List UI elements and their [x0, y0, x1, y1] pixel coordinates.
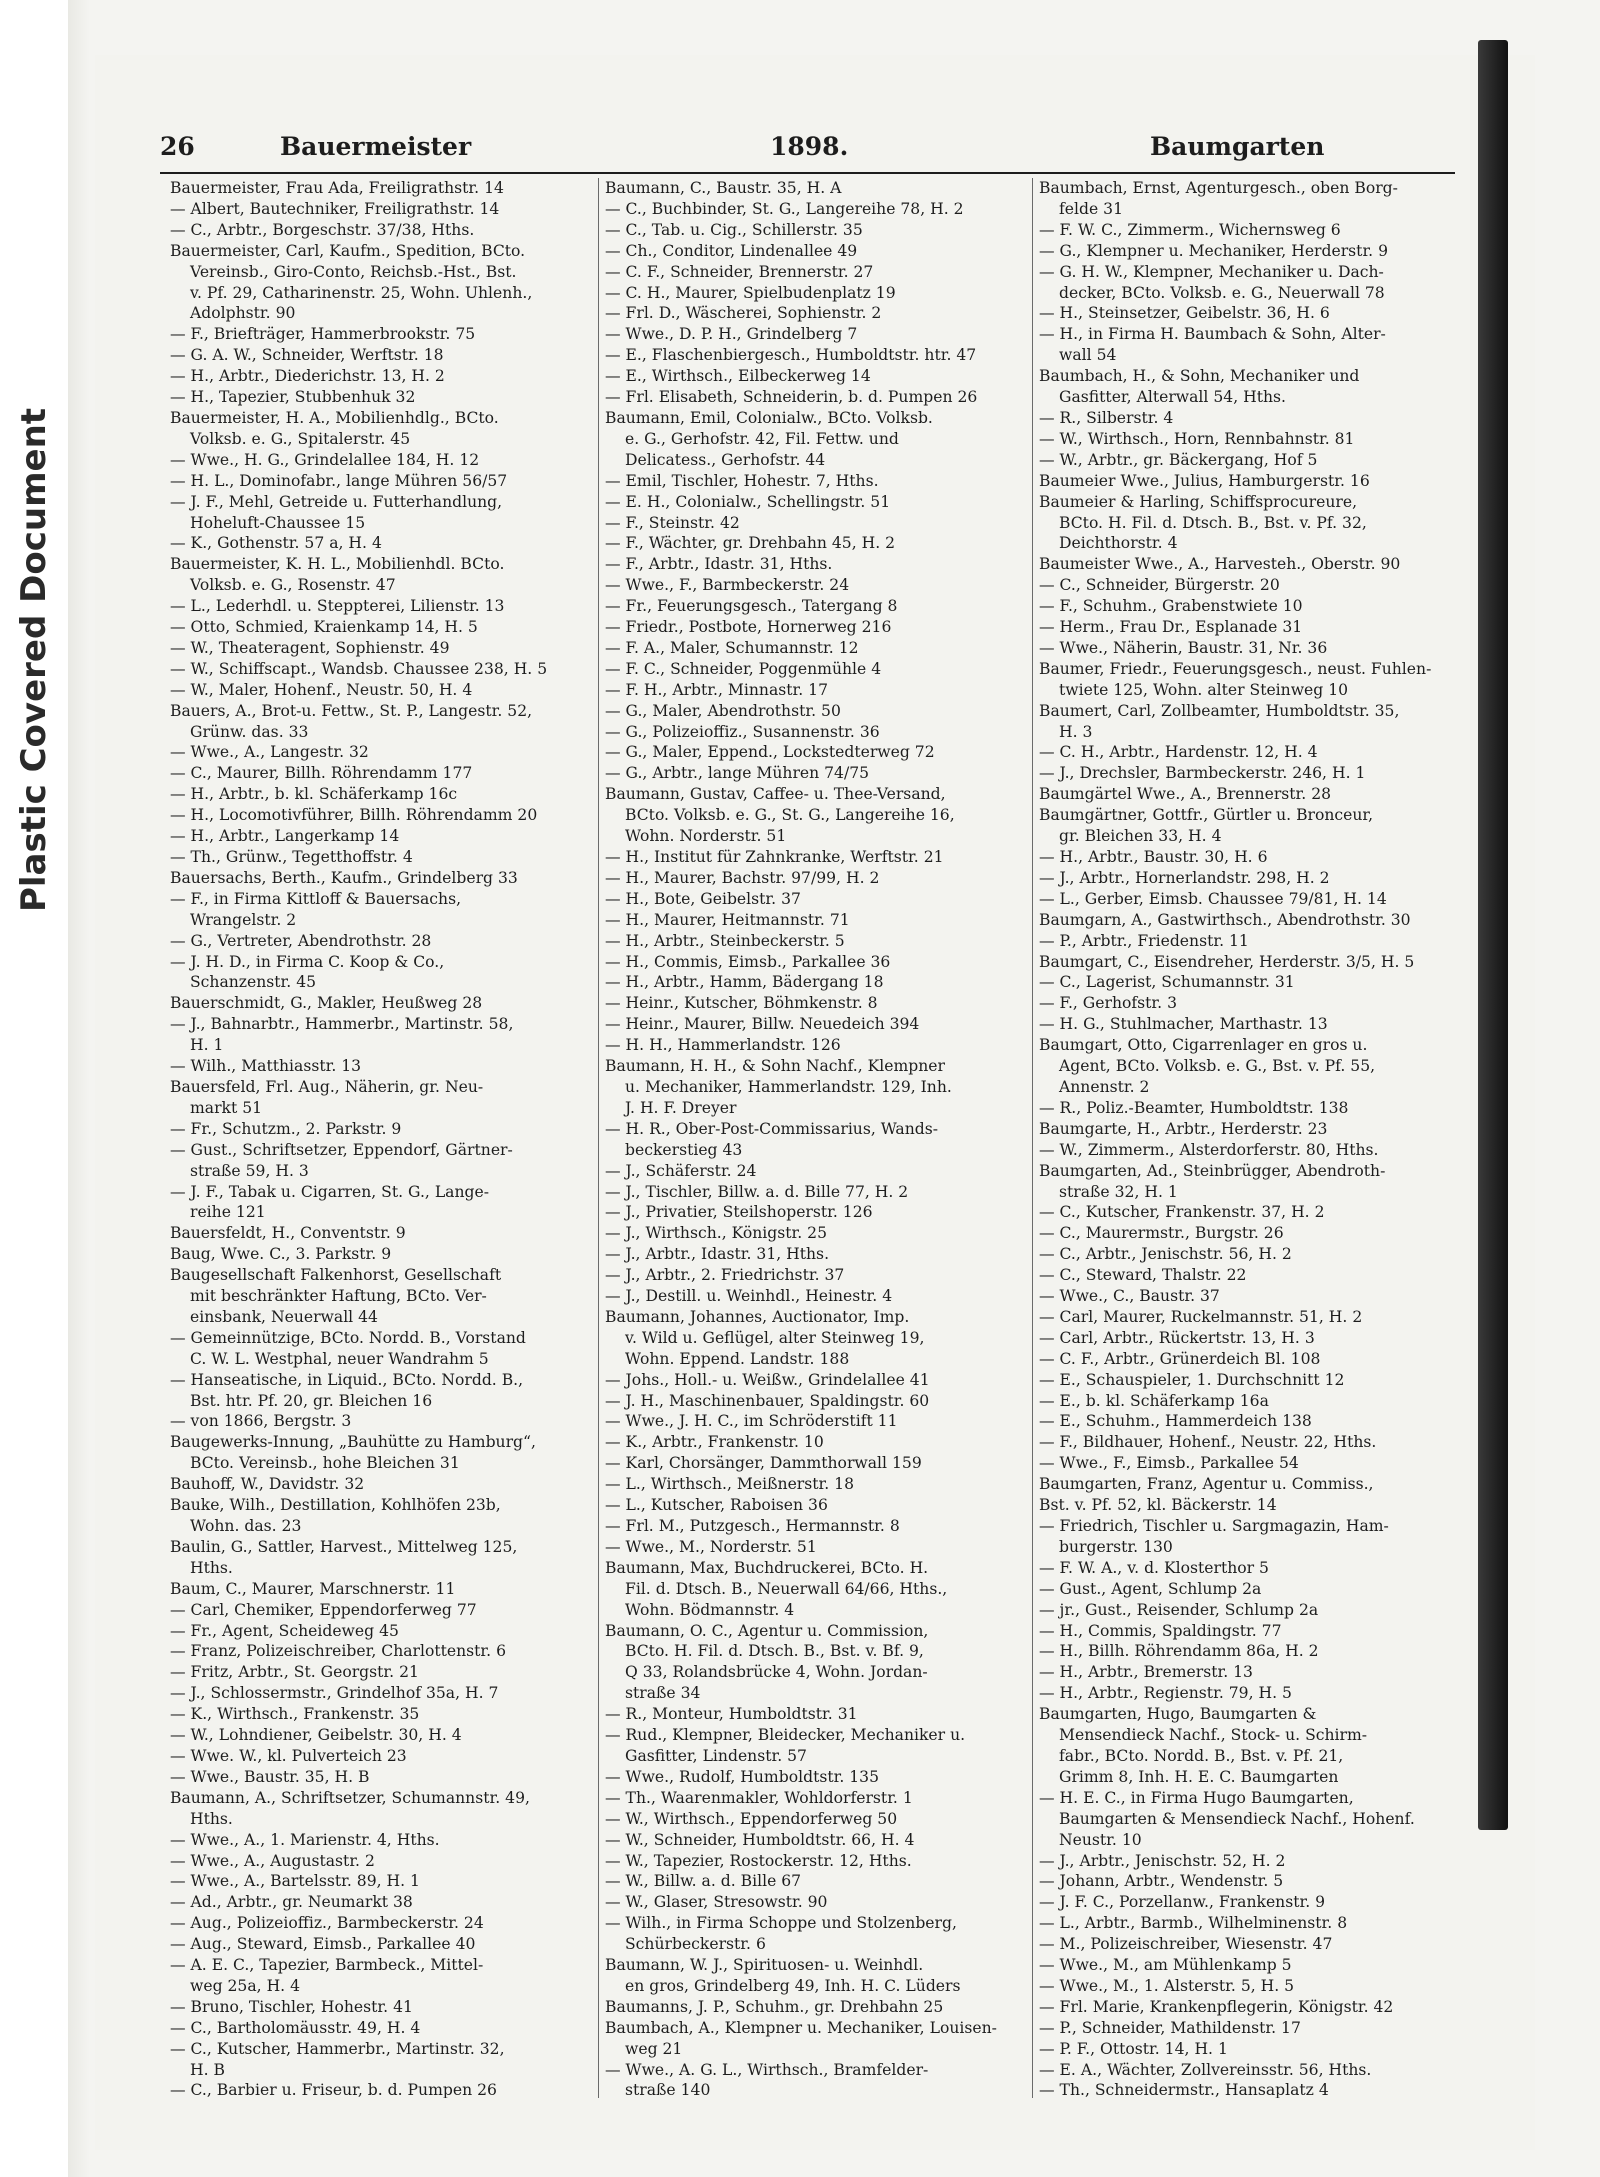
directory-entry-line: — E., Schuhm., Hammerdeich 138: [1039, 1412, 1312, 1431]
year-title: 1898.: [770, 132, 849, 161]
directory-entry-line: — G. H. W., Klempner, Mechaniker u. Dach-: [1039, 262, 1384, 281]
directory-entry-line: — W., Arbtr., gr. Bäckergang, Hof 5: [1039, 450, 1318, 469]
directory-entry-line: — J. F. C., Porzellanw., Frankenstr. 9: [1039, 1893, 1326, 1912]
directory-entry-line: — J., Arbtr., Jenischstr. 52, H. 2: [1039, 1851, 1286, 1870]
directory-entry-line: — Wilh., Matthiasstr. 13: [170, 1057, 362, 1076]
directory-entry-line: felde 31: [1059, 199, 1123, 218]
directory-entry-line: — Wwe., C., Baustr. 37: [1039, 1287, 1220, 1306]
directory-entry-line: — Wwe. W., kl. Pulverteich 23: [170, 1746, 407, 1765]
directory-entry-line: — C., Buchbinder, St. G., Langereihe 78, H. 2: [605, 199, 964, 218]
directory-entry-line: Bauersfeldt, H., Conventstr. 9: [170, 1224, 406, 1243]
directory-entry-line: — F., Gerhofstr. 3: [1039, 994, 1177, 1013]
directory-entry-line: — J. F., Mehl, Getreide u. Futterhandlung,: [170, 492, 503, 511]
directory-entry-line: — Herm., Frau Dr., Esplanade 31: [1039, 618, 1303, 637]
directory-entry-line: — E. A., Wächter, Zollvereinsstr. 56, Hths.: [1039, 2060, 1372, 2079]
directory-entry-line: reihe 121: [190, 1203, 266, 1222]
directory-entry-line: Bauers, A., Brot-u. Fettw., St. P., Langestr. 52,: [170, 701, 533, 720]
directory-entry-line: — H., Maurer, Bachstr. 97/99, H. 2: [605, 868, 880, 887]
directory-entry-line: markt 51: [190, 1098, 263, 1117]
column-2: [598, 178, 1023, 2098]
directory-entry-line: — L., Gerber, Eimsb. Chaussee 79/81, H. 14: [1039, 889, 1387, 908]
directory-entry-line: Wohn. das. 23: [190, 1517, 302, 1535]
directory-entry-line: Baumann, Gustav, Caffee- u. Thee-Versand,: [605, 785, 946, 804]
directory-entry-line: Baumanns, J. P., Schuhm., gr. Drehbahn 25: [605, 1997, 944, 2016]
directory-entry-line: — F. W. A., v. d. Klosterthor 5: [1039, 1558, 1269, 1577]
directory-entry-line: — H., Institut für Zahnkranke, Werftstr. 21: [605, 848, 944, 866]
directory-entry-line: Baum, C., Maurer, Marschnerstr. 11: [170, 1579, 456, 1598]
directory-entry-line: — C., Kutscher, Hammerbr., Martinstr. 32,: [170, 2039, 505, 2058]
directory-entry-line: — C., Arbtr., Jenischstr. 56, H. 2: [1039, 1245, 1292, 1264]
directory-entry-line: — Th., Waarenmakler, Wohldorferstr. 1: [605, 1788, 913, 1807]
directory-entry-line: — Albert, Bautechniker, Freiligrathstr. 14: [170, 199, 500, 218]
directory-entry-line: Bauke, Wilh., Destillation, Kohlhöfen 23b,: [170, 1496, 501, 1515]
directory-entry-line: H. B: [190, 2060, 225, 2079]
directory-entry-line: — J. F., Tabak u. Cigarren, St. G., Lange-: [170, 1182, 489, 1201]
directory-entry-line: Baumbach, Ernst, Agenturgesch., oben Borg-: [1039, 179, 1398, 197]
directory-entry-line: — Wwe., F., Barmbeckerstr. 24: [605, 576, 850, 595]
directory-entry-line: — P. F., Ottostr. 14, H. 1: [1039, 2039, 1228, 2058]
directory-entry-line: — M., Polizeischreiber, Wiesenstr. 47: [1039, 1935, 1333, 1954]
directory-entry-line: — H., Arbtr., Steinbeckerstr. 5: [605, 931, 845, 950]
directory-entry-line: — H., Arbtr., Bremerstr. 13: [1039, 1663, 1253, 1682]
column-3: [1032, 178, 1462, 2098]
directory-entry-line: Q 33, Rolandsbrücke 4, Wohn. Jordan-: [625, 1663, 928, 1682]
directory-entry-line: — J., Drechsler, Barmbeckerstr. 246, H. 1: [1039, 764, 1366, 783]
directory-entry-line: Grünw. das. 33: [190, 722, 309, 741]
directory-entry-line: straße 140: [625, 2081, 711, 2098]
page-number: 26: [160, 132, 195, 161]
directory-entry-line: — C., Schneider, Bürgerstr. 20: [1039, 576, 1280, 595]
directory-entry-line: Gasfitter, Alterwall 54, Hths.: [1059, 388, 1286, 407]
directory-entry-line: — F. W. C., Zimmerm., Wichernsweg 6: [1039, 220, 1341, 239]
directory-entry-line: — W., Schneider, Humboldtstr. 66, H. 4: [605, 1830, 915, 1849]
directory-entry-line: — H. E. C., in Firma Hugo Baumgarten,: [1039, 1788, 1354, 1807]
directory-entry-line: — Fr., Schutzm., 2. Parkstr. 9: [170, 1119, 402, 1138]
directory-entry-line: — F., Briefträger, Hammerbrookstr. 75: [170, 325, 476, 344]
directory-entry-line: — H., Arbtr., Regienstr. 79, H. 5: [1039, 1684, 1292, 1703]
directory-entry-line: — E., Schauspieler, 1. Durchschnitt 12: [1039, 1370, 1345, 1389]
directory-entry-line: — J. H., Maschinenbauer, Spaldingstr. 60: [605, 1391, 930, 1410]
left-running-title: Bauermeister: [280, 132, 472, 161]
directory-entry-line: BCto. H. Fil. d. Dtsch. B., Bst. v. Bf. 9,: [625, 1642, 924, 1661]
directory-entry-line: Bauermeister, K. H. L., Mobilienhdl. BCto.: [170, 555, 505, 574]
directory-entry-line: weg 25a, H. 4: [190, 1976, 301, 1995]
directory-entry-line: — Wwe., A., Langestr. 32: [170, 743, 369, 762]
directory-entry-line: Baumeier & Harling, Schiffsprocureure,: [1039, 492, 1358, 511]
directory-entry-line: — Franz, Polizeischreiber, Charlottenstr. 6: [170, 1642, 507, 1661]
directory-entry-line: — C., Maurermstr., Burgstr. 26: [1039, 1224, 1284, 1243]
directory-entry-line: Deichthorstr. 4: [1059, 534, 1178, 553]
directory-entry-line: BCto. Volksb. e. G., St. G., Langereihe 16,: [625, 806, 955, 825]
directory-entry-line: — Frl. M., Putzgesch., Hermannstr. 8: [605, 1517, 900, 1535]
page-header: [110, 132, 1455, 172]
directory-entry-line: — H., Commis, Eimsb., Parkallee 36: [605, 952, 891, 971]
directory-entry-line: Mensendieck Nachf., Stock- u. Schirm-: [1059, 1726, 1368, 1745]
directory-entry-line: Baug, Wwe. C., 3. Parkstr. 9: [170, 1245, 392, 1264]
directory-entry-line: — G., Polizeioffiz., Susannenstr. 36: [605, 722, 880, 741]
directory-entry-line: en gros, Grindelberg 49, Inh. H. C. Lüders: [625, 1976, 961, 1995]
directory-entry-line: — Frl. Elisabeth, Schneiderin, b. d. Pumpen 26: [605, 388, 978, 407]
directory-entry-line: e. G., Gerhofstr. 42, Fil. Fettw. und: [625, 429, 899, 448]
directory-entry-line: Wohn. Norderstr. 51: [625, 827, 787, 846]
directory-entry-line: — Fr., Agent, Scheideweg 45: [170, 1621, 399, 1640]
directory-entry-line: — L., Kutscher, Raboisen 36: [605, 1496, 828, 1515]
directory-entry-line: Baumgärtner, Gottfr., Gürtler u. Bronceur,: [1039, 806, 1374, 825]
directory-entry-line: — Wwe., A., Bartelsstr. 89, H. 1: [170, 1872, 420, 1891]
directory-entry-line: — Wwe., A., Augustastr. 2: [170, 1851, 375, 1870]
directory-entry-line: — W., Glaser, Stresowstr. 90: [605, 1893, 828, 1912]
directory-entry-line: — Wwe., A. G. L., Wirthsch., Bramfelder-: [605, 2060, 929, 2079]
directory-entry-line: — Wwe., M., Norderstr. 51: [605, 1537, 817, 1556]
directory-entry-line: — G., Arbtr., lange Mühren 74/75: [605, 764, 870, 783]
directory-entry-line: burgerstr. 130: [1059, 1537, 1173, 1556]
directory-entry-line: weg 21: [625, 2039, 683, 2058]
directory-entry-line: Neustr. 10: [1059, 1830, 1142, 1849]
directory-entry-line: — C. F., Schneider, Brennerstr. 27: [605, 262, 874, 281]
column-1: [170, 178, 588, 2098]
directory-entry-line: — W., Wirthsch., Eppendorferweg 50: [605, 1809, 898, 1828]
directory-entry-line: H. 3: [1059, 722, 1093, 741]
directory-entry-line: Baumann, Max, Buchdruckerei, BCto. H.: [605, 1558, 929, 1577]
directory-entry-line: — J., Schlossermstr., Grindelhof 35a, H. 7: [170, 1684, 499, 1703]
directory-entry-line: Schanzenstr. 45: [190, 973, 317, 992]
directory-entry-line: Baulin, G., Sattler, Harvest., Mittelweg 125,: [170, 1537, 518, 1556]
directory-entry-line: — H., Billh. Röhrendamm 86a, H. 2: [1039, 1642, 1319, 1661]
directory-entry-line: — C., Tab. u. Cig., Schillerstr. 35: [605, 220, 863, 239]
directory-entry-line: Bst. htr. Pf. 20, gr. Bleichen 16: [190, 1391, 433, 1410]
directory-entry-line: — Frl. Marie, Krankenpflegerin, Königstr. 42: [1039, 1997, 1394, 2016]
directory-entry-line: — H., Locomotivführer, Billh. Röhrendamm 20: [170, 806, 538, 825]
directory-entry-line: — W., Billw. a. d. Bille 67: [605, 1872, 802, 1891]
directory-entry-line: — A. E. C., Tapezier, Barmbeck., Mittel-: [170, 1956, 484, 1975]
directory-entry-line: — C., Arbtr., Borgeschstr. 37/38, Hths.: [170, 220, 475, 239]
directory-entry-line: Schürbeckerstr. 6: [625, 1935, 766, 1954]
directory-entry-line: Baugesellschaft Falkenhorst, Gesellschaft: [170, 1266, 502, 1285]
directory-entry-line: — J., Schäferstr. 24: [605, 1161, 757, 1180]
directory-entry-line: — G., Maler, Eppend., Lockstedterweg 72: [605, 743, 935, 762]
directory-entry-line: — Heinr., Kutscher, Böhmkenstr. 8: [605, 994, 878, 1013]
directory-entry-line: — Carl, Arbtr., Rückertstr. 13, H. 3: [1039, 1328, 1315, 1347]
directory-entry-line: Baumeister Wwe., A., Harvesteh., Oberstr. 90: [1039, 555, 1401, 574]
directory-entry-line: BCto. H. Fil. d. Dtsch. B., Bst. v. Pf. 32,: [1059, 513, 1367, 532]
directory-entry-line: Gasfitter, Lindenstr. 57: [625, 1746, 807, 1765]
directory-entry-line: — Aug., Steward, Eimsb., Parkallee 40: [170, 1935, 476, 1954]
directory-entry-line: Baumgarten, Ad., Steinbrügger, Abendroth-: [1039, 1161, 1386, 1180]
directory-entry-line: Bauersachs, Berth., Kaufm., Grindelberg 33: [170, 868, 518, 887]
directory-entry-line: — W., Lohndiener, Geibelstr. 30, H. 4: [170, 1726, 462, 1745]
header-rule: [160, 172, 1455, 174]
directory-entry-line: — H., Arbtr., Baustr. 30, H. 6: [1039, 848, 1268, 866]
directory-entry-line: Baumgarten & Mensendieck Nachf., Hohenf.: [1059, 1809, 1415, 1828]
directory-entry-line: v. Wild u. Geflügel, alter Steinweg 19,: [625, 1328, 925, 1347]
directory-entry-line: Baumer, Friedr., Feuerungsgesch., neust. Fuhlen-: [1039, 659, 1432, 678]
directory-entry-line: — C., Maurer, Billh. Röhrendamm 177: [170, 764, 473, 783]
directory-entry-line: — P., Schneider, Mathildenstr. 17: [1039, 2018, 1301, 2037]
directory-entry-line: — Frl. D., Wäscherei, Sophienstr. 2: [605, 304, 882, 323]
margin-strip: [0, 0, 68, 2177]
directory-entry-line: Vereinsb., Giro-Conto, Reichsb.-Hst., Bst.: [190, 262, 517, 281]
directory-entry-line: straße 32, H. 1: [1059, 1182, 1178, 1201]
directory-entry-line: straße 34: [625, 1684, 701, 1703]
directory-entry-line: Bauersfeld, Frl. Aug., Näherin, gr. Neu-: [170, 1077, 484, 1096]
directory-entry-line: Baumbach, A., Klempner u. Mechaniker, Louisen-: [605, 2018, 997, 2037]
directory-entry-line: — J., Destill. u. Weinhdl., Heinestr. 4: [605, 1287, 893, 1306]
directory-entry-line: Baumeier Wwe., Julius, Hamburgerstr. 16: [1039, 471, 1370, 490]
side-label: Plastic Covered Document: [14, 407, 54, 913]
directory-entry-line: — H. L., Dominofabr., lange Mühren 56/57: [170, 471, 508, 490]
directory-entry-line: — F., Arbtr., Idastr. 31, Hths.: [605, 555, 833, 574]
directory-entry-line: — E., b. kl. Schäferkamp 16a: [1039, 1391, 1269, 1410]
directory-entry-line: wall 54: [1059, 346, 1117, 365]
directory-entry-line: beckerstieg 43: [625, 1140, 743, 1159]
directory-entry-line: — Wwe., F., Eimsb., Parkallee 54: [1039, 1454, 1299, 1473]
directory-entry-line: Baumbach, H., & Sohn, Mechaniker und: [1039, 367, 1360, 386]
directory-entry-line: — H., Arbtr., Diederichstr. 13, H. 2: [170, 367, 445, 386]
directory-entry-line: — H., Steinsetzer, Geibelstr. 36, H. 6: [1039, 304, 1330, 323]
directory-entry-line: — J., Arbtr., Hornerlandstr. 298, H. 2: [1039, 868, 1330, 887]
directory-entry-line: — Th., Grünw., Tegetthoffstr. 4: [170, 848, 413, 866]
directory-entry-line: — jr., Gust., Reisender, Schlump 2a: [1039, 1600, 1319, 1619]
directory-entry-line: — K., Arbtr., Frankenstr. 10: [605, 1433, 824, 1452]
directory-entry-line: — F., Bildhauer, Hohenf., Neustr. 22, Hths.: [1039, 1433, 1377, 1452]
directory-entry-line: — F. A., Maler, Schumannstr. 12: [605, 638, 859, 657]
directory-entry-line: Grimm 8, Inh. H. E. C. Baumgarten: [1059, 1767, 1339, 1786]
directory-entry-line: mit beschränkter Haftung, BCto. Ver-: [190, 1287, 487, 1306]
directory-entry-line: — H., Arbtr., Langerkamp 14: [170, 827, 400, 846]
directory-entry-line: — H. R., Ober-Post-Commissarius, Wands-: [605, 1119, 939, 1138]
directory-entry-line: — C., Steward, Thalstr. 22: [1039, 1266, 1247, 1285]
directory-entry-line: — Bruno, Tischler, Hohestr. 41: [170, 1997, 413, 2016]
directory-entry-line: — J., Tischler, Billw. a. d. Bille 77, H. 2: [605, 1182, 909, 1201]
directory-entry-line: — Gust., Schriftsetzer, Eppendorf, Gärtner-: [170, 1140, 513, 1159]
directory-entry-line: — C. H., Maurer, Spielbudenplatz 19: [605, 283, 896, 302]
directory-entry-line: — G., Maler, Abendrothstr. 50: [605, 701, 841, 720]
directory-entry-line: Bauermeister, H. A., Mobilienhdlg., BCto.: [170, 408, 499, 427]
directory-entry-line: — C., Bartholomäusstr. 49, H. 4: [170, 2018, 421, 2037]
directory-entry-line: Baumgarten, Franz, Agentur u. Commiss.,: [1039, 1475, 1374, 1494]
directory-entry-line: Bst. v. Pf. 52, kl. Bäckerstr. 14: [1039, 1496, 1277, 1515]
directory-entry-line: Hths.: [190, 1558, 233, 1577]
directory-entry-line: — Emil, Tischler, Hohestr. 7, Hths.: [605, 471, 879, 490]
directory-entry-line: — Wwe., Baustr. 35, H. B: [170, 1767, 370, 1786]
directory-entry-line: — Wwe., A., 1. Marienstr. 4, Hths.: [170, 1830, 440, 1849]
directory-entry-line: Fil. d. Dtsch. B., Neuerwall 64/66, Hths.,: [625, 1579, 948, 1598]
right-running-title: Baumgarten: [1150, 132, 1325, 161]
directory-entry-line: Baumann, A., Schriftsetzer, Schumannstr. 49,: [170, 1788, 530, 1807]
binding-shadow: [68, 0, 90, 2177]
directory-entry-line: — Wilh., in Firma Schoppe und Stolzenberg,: [605, 1914, 957, 1933]
directory-entry-line: Baumann, W. J., Spirituosen- u. Weinhdl.: [605, 1956, 924, 1975]
directory-entry-line: — E., Wirthsch., Eilbeckerweg 14: [605, 367, 871, 386]
directory-entry-line: — H., Commis, Spaldingstr. 77: [1039, 1621, 1282, 1640]
directory-entry-line: — C. H., Arbtr., Hardenstr. 12, H. 4: [1039, 743, 1318, 762]
directory-entry-line: — J., Arbtr., Idastr. 31, Hths.: [605, 1245, 830, 1264]
directory-entry-line: Baumann, C., Baustr. 35, H. A: [605, 179, 842, 197]
directory-entry-line: — F., Steinstr. 42: [605, 513, 740, 532]
directory-entry-line: — C., Barbier u. Friseur, b. d. Pumpen 26: [170, 2081, 497, 2098]
directory-entry-line: Bauerschmidt, G., Makler, Heußweg 28: [170, 994, 483, 1013]
directory-entry-line: — Johs., Holl.- u. Weißw., Grindelallee 41: [605, 1370, 930, 1389]
directory-entry-line: Baugewerks-Innung, „Bauhütte zu Hamburg“,: [170, 1433, 536, 1452]
directory-entry-line: — G. A. W., Schneider, Werftstr. 18: [170, 346, 444, 365]
directory-entry-line: Baumgart, C., Eisendreher, Herderstr. 3/5, H. 5: [1039, 952, 1415, 971]
directory-entry-line: Wrangelstr. 2: [190, 910, 297, 929]
directory-entry-line: BCto. Vereinsb., hohe Bleichen 31: [190, 1454, 460, 1473]
directory-entry-line: — W., Theateragent, Sophienstr. 49: [170, 638, 450, 657]
directory-entry-line: — G., Klempner u. Mechaniker, Herderstr. 9: [1039, 241, 1389, 260]
directory-entry-line: — C., Lagerist, Schumannstr. 31: [1039, 973, 1295, 992]
directory-entry-line: — Carl, Maurer, Ruckelmannstr. 51, H. 2: [1039, 1307, 1363, 1326]
directory-entry-line: Baumgarte, H., Arbtr., Herderstr. 23: [1039, 1119, 1328, 1138]
directory-entry-line: Baumann, Johannes, Auctionator, Imp.: [605, 1307, 910, 1326]
directory-entry-line: — Johann, Arbtr., Wendenstr. 5: [1039, 1872, 1284, 1891]
directory-entry-line: — Hanseatische, in Liquid., BCto. Nordd. B.,: [170, 1370, 524, 1389]
directory-entry-line: J. H. F. Dreyer: [625, 1098, 737, 1117]
directory-entry-line: u. Mechaniker, Hammerlandstr. 129, Inh.: [625, 1077, 952, 1096]
directory-entry-line: Wohn. Bödmannstr. 4: [625, 1600, 795, 1619]
directory-entry-line: — F. C., Schneider, Poggenmühle 4: [605, 659, 882, 678]
directory-entry-line: — E. H., Colonialw., Schellingstr. 51: [605, 492, 891, 511]
directory-entry-line: — L., Lederhdl. u. Steppterei, Lilienstr. 13: [170, 597, 505, 616]
directory-entry-line: — J., Arbtr., 2. Friedrichstr. 37: [605, 1266, 845, 1285]
directory-entry-line: — C. F., Arbtr., Grünerdeich Bl. 108: [1039, 1349, 1321, 1368]
directory-entry-line: straße 59, H. 3: [190, 1161, 309, 1180]
directory-entry-line: Hoheluft-Chaussee 15: [190, 513, 366, 532]
directory-entry-line: — H., Bote, Geibelstr. 37: [605, 889, 801, 908]
directory-entry-line: — Rud., Klempner, Bleidecker, Mechaniker u.: [605, 1726, 966, 1745]
directory-entry-line: — J. H. D., in Firma C. Koop & Co.,: [170, 952, 445, 971]
directory-entry-line: Annenstr. 2: [1059, 1077, 1150, 1096]
directory-entry-line: Baumgarn, A., Gastwirthsch., Abendrothstr. 30: [1039, 910, 1411, 929]
directory-entry-line: Volksb. e. G., Spitalerstr. 45: [190, 429, 411, 448]
directory-entry-line: — W., Wirthsch., Horn, Rennbahnstr. 81: [1039, 429, 1355, 448]
directory-entry-line: Baumgarten, Hugo, Baumgarten &: [1039, 1705, 1317, 1724]
directory-entry-line: — Fr., Feuerungsgesch., Tatergang 8: [605, 597, 898, 616]
directory-entry-line: — C., Kutscher, Frankenstr. 37, H. 2: [1039, 1203, 1325, 1222]
directory-entry-line: Bauermeister, Frau Ada, Freiligrathstr. 14: [170, 179, 504, 197]
directory-entry-line: Baumann, H. H., & Sohn Nachf., Klempner: [605, 1057, 945, 1076]
directory-entry-line: Bauhoff, W., Davidstr. 32: [170, 1475, 365, 1494]
directory-entry-line: — Wwe., D. P. H., Grindelberg 7: [605, 325, 858, 344]
directory-entry-line: — R., Monteur, Humboldtstr. 31: [605, 1705, 858, 1724]
directory-entry-line: Delicatess., Gerhofstr. 44: [625, 450, 826, 469]
directory-entry-line: Wohn. Eppend. Landstr. 188: [625, 1349, 850, 1368]
directory-entry-line: — Gemeinnützige, BCto. Nordd. B., Vorstand: [170, 1328, 526, 1347]
directory-entry-line: — Ch., Conditor, Lindenallee 49: [605, 241, 858, 260]
directory-entry-line: — R., Poliz.-Beamter, Humboldtstr. 138: [1039, 1098, 1349, 1117]
page-edge: [1478, 40, 1508, 1830]
directory-entry-line: einsbank, Neuerwall 44: [190, 1307, 378, 1326]
directory-entry-line: — Wwe., H. G., Grindelallee 184, H. 12: [170, 450, 480, 469]
directory-entry-line: — Otto, Schmied, Kraienkamp 14, H. 5: [170, 618, 478, 637]
directory-entry-line: — Karl, Chorsänger, Dammthorwall 159: [605, 1454, 922, 1473]
directory-entry-line: — H., Arbtr., Hamm, Bädergang 18: [605, 973, 884, 992]
directory-entry-line: C. W. L. Westphal, neuer Wandrahm 5: [190, 1349, 489, 1368]
directory-entry-line: — Wwe., M., 1. Alsterstr. 5, H. 5: [1039, 1976, 1295, 1995]
directory-entry-line: Baumgart, Otto, Cigarrenlager en gros u.: [1039, 1036, 1368, 1055]
directory-entry-line: — Aug., Polizeioffiz., Barmbeckerstr. 24: [170, 1914, 484, 1933]
directory-entry-line: — H. H., Hammerlandstr. 126: [605, 1036, 841, 1055]
directory-entry-line: — J., Bahnarbtr., Hammerbr., Martinstr. 58,: [170, 1015, 514, 1034]
directory-entry-line: gr. Bleichen 33, H. 4: [1059, 827, 1222, 846]
directory-entry-line: — J., Wirthsch., Königstr. 25: [605, 1224, 828, 1243]
directory-entry-line: — L., Wirthsch., Meißnerstr. 18: [605, 1475, 855, 1494]
directory-entry-line: — H., in Firma H. Baumbach & Sohn, Alter-: [1039, 325, 1386, 344]
directory-entry-line: — F., in Firma Kittloff & Bauersachs,: [170, 889, 462, 908]
directory-entry-line: — R., Silberstr. 4: [1039, 408, 1174, 427]
directory-entry-line: v. Pf. 29, Catharinenstr. 25, Wohn. Uhlenh.,: [190, 283, 533, 302]
directory-entry-line: twiete 125, Wohn. alter Steinweg 10: [1059, 680, 1349, 699]
directory-entry-line: — H., Arbtr., b. kl. Schäferkamp 16c: [170, 785, 458, 804]
directory-entry-line: Baumert, Carl, Zollbeamter, Humboldtstr. 35,: [1039, 701, 1400, 720]
directory-entry-line: — L., Arbtr., Barmb., Wilhelminenstr. 8: [1039, 1914, 1348, 1933]
directory-entry-line: — F., Wächter, gr. Drehbahn 45, H. 2: [605, 534, 896, 553]
directory-entry-line: — W., Maler, Hohenf., Neustr. 50, H. 4: [170, 680, 473, 699]
directory-entry-line: — K., Gothenstr. 57 a, H. 4: [170, 534, 382, 553]
directory-entry-line: — W., Zimmerm., Alsterdorferstr. 80, Hths.: [1039, 1140, 1379, 1159]
directory-entry-line: Adolphstr. 90: [190, 304, 296, 323]
directory-entry-line: — H., Maurer, Heitmannstr. 71: [605, 910, 850, 929]
directory-entry-line: — Wwe., Näherin, Baustr. 31, Nr. 36: [1039, 638, 1328, 657]
directory-entry-line: — Wwe., M., am Mühlenkamp 5: [1039, 1956, 1292, 1975]
directory-entry-line: — W., Tapezier, Rostockerstr. 12, Hths.: [605, 1851, 912, 1870]
directory-entry-line: — Carl, Chemiker, Eppendorferweg 77: [170, 1600, 477, 1619]
directory-entry-line: — Heinr., Maurer, Billw. Neuedeich 394: [605, 1015, 920, 1034]
directory-entry-line: Hths.: [190, 1809, 233, 1828]
directory-entry-line: — Gust., Agent, Schlump 2a: [1039, 1579, 1262, 1598]
directory-entry-line: — J., Privatier, Steilshoperstr. 126: [605, 1203, 873, 1222]
directory-entry-line: H. 1: [190, 1036, 224, 1055]
directory-entry-line: Volksb. e. G., Rosenstr. 47: [190, 576, 396, 595]
directory-entry-line: decker, BCto. Volksb. e. G., Neuerwall 78: [1059, 283, 1385, 302]
directory-entry-line: — W., Schiffscapt., Wandsb. Chaussee 238, H. 5: [170, 659, 548, 678]
directory-entry-line: — K., Wirthsch., Frankenstr. 35: [170, 1705, 420, 1724]
directory-entry-line: — F., Schuhm., Grabenstwiete 10: [1039, 597, 1303, 616]
directory-entry-line: — Wwe., Rudolf, Humboldtstr. 135: [605, 1767, 880, 1786]
directory-entry-line: — Th., Schneidermstr., Hansaplatz 4: [1039, 2081, 1329, 2098]
directory-entry-line: — H., Tapezier, Stubbenhuk 32: [170, 388, 416, 407]
directory-entry-line: — Friedrich, Tischler u. Sargmagazin, Ham-: [1039, 1517, 1389, 1535]
directory-entry-line: Baumann, Emil, Colonialw., BCto. Volksb.: [605, 408, 933, 427]
directory-entry-line: — Ad., Arbtr., gr. Neumarkt 38: [170, 1893, 413, 1912]
directory-entry-line: — von 1866, Bergstr. 3: [170, 1412, 352, 1431]
directory-entry-line: — F. H., Arbtr., Minnastr. 17: [605, 680, 829, 699]
directory-entry-line: — E., Flaschenbiergesch., Humboldtstr. htr. 47: [605, 346, 977, 365]
directory-entry-line: — G., Vertreter, Abendrothstr. 28: [170, 931, 432, 950]
directory-entry-line: — Wwe., J. H. C., im Schröderstift 11: [605, 1412, 898, 1431]
directory-entry-line: fabr., BCto. Nordd. B., Bst. v. Pf. 21,: [1059, 1746, 1344, 1765]
directory-entry-line: Bauermeister, Carl, Kaufm., Spedition, BCto.: [170, 241, 526, 260]
directory-entry-line: — Fritz, Arbtr., St. Georgstr. 21: [170, 1663, 419, 1682]
directory-entry-line: Baumgärtel Wwe., A., Brennerstr. 28: [1039, 785, 1332, 804]
directory-entry-line: — Friedr., Postbote, Hornerweg 216: [605, 618, 892, 637]
directory-entry-line: — P., Arbtr., Friedenstr. 11: [1039, 931, 1249, 950]
directory-entry-line: — H. G., Stuhlmacher, Marthastr. 13: [1039, 1015, 1328, 1034]
directory-entry-line: Agent, BCto. Volksb. e. G., Bst. v. Pf. 55,: [1059, 1057, 1376, 1076]
directory-entry-line: Baumann, O. C., Agentur u. Commission,: [605, 1621, 929, 1640]
